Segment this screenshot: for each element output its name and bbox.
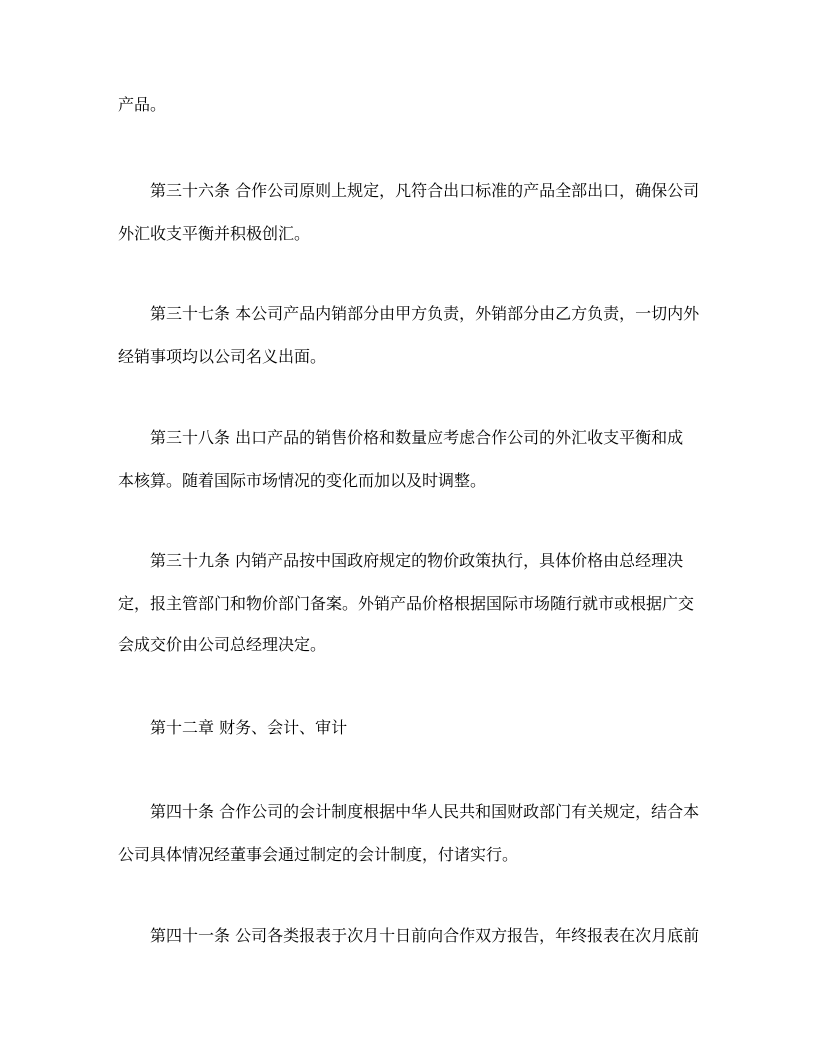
article-36-line-2: 外汇收支平衡并积极创汇。 <box>118 224 311 243</box>
article-37-line-2: 经销事项均以公司名义出面。 <box>118 347 327 366</box>
article-40-line-2: 公司具体情况经董事会通过制定的会计制度，付诸实行。 <box>118 845 519 864</box>
text-line: 产品。 <box>118 95 167 114</box>
article-39-line-3: 会成交价由公司总经理决定。 <box>118 635 327 654</box>
article-38-line-2: 本核算。随着国际市场情况的变化而加以及时调整。 <box>118 471 487 490</box>
article-41-line-1: 第四十一条 公司各类报表于次月十日前向合作双方报告，年终报表在次月底前 <box>150 926 700 945</box>
article-39-line-2: 定，报主管部门和物价部门备案。外销产品价格根据国际市场随行就市或根据广交 <box>118 594 695 613</box>
article-37-line-1: 第三十七条 本公司产品内销部分由甲方负责，外销部分由乙方负责，一切内外 <box>150 304 700 323</box>
article-39-line-1: 第三十九条 内销产品按中国政府规定的物价政策执行，具体价格由总经理决 <box>150 551 684 570</box>
article-40-line-1: 第四十条 合作公司的会计制度根据中华人民共和国财政部门有关规定，结合本 <box>150 802 700 821</box>
article-38-line-1: 第三十八条 出口产品的销售价格和数量应考虑合作公司的外汇收支平衡和成 <box>150 428 684 447</box>
article-36-line-1: 第三十六条 合作公司原则上规定，凡符合出口标准的产品全部出口，确保公司 <box>150 181 700 200</box>
chapter-12-heading: 第十二章 财务、会计、审计 <box>150 718 348 737</box>
